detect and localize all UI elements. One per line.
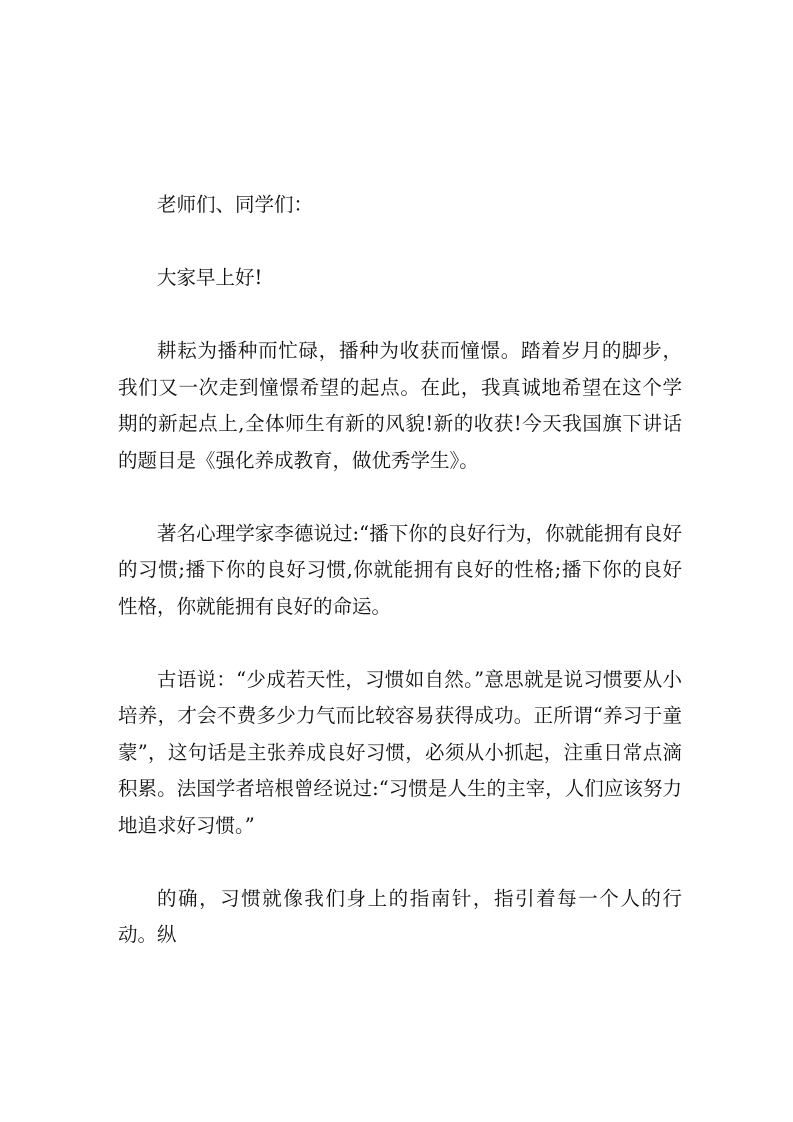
document-page — [118, 187, 682, 954]
paragraph-compass: 的确，习惯就像我们身上的指南针，指引着每一个人的行动。纵 — [118, 886, 682, 946]
spacer — [118, 297, 682, 334]
paragraph-quote-lide: 著名心理学家李德说过:“播下你的良好行为，你就能拥有良好的习惯;播下你的良好习惯,你就能拥有良好的性格;播下你的良好性格，你就能拥有良好的命运。 — [118, 521, 682, 618]
paragraph-ancient-saying: 古语说：“少成若天性，习惯如自然。”意思就是说习惯要从小培养，才会不费多少力气而比较容易获得成功。正所谓“养习于童蒙”，这句话是主张养成良好习惯，必须从小抓起，注重日常点滴积累。法国学者培根曾经说过:“习惯是人生的主宰，人们应该努力地追求好习惯。” — [118, 667, 682, 837]
paragraph-opening: 耕耘为播种而忙碌，播种为收获而憧憬。踏着岁月的脚步，我们又一次走到憧憬希望的起点。在此，我真诚地希望在这个学期的新起点上,全体师生有新的风貌!新的收获!今天我国旗下讲话的题目是《强化养成教育，做优秀学生》。 — [118, 339, 682, 472]
spacer — [118, 224, 682, 261]
greeting: 大家早上好! — [157, 266, 263, 289]
salutation: 老师们、同学们： — [157, 193, 314, 216]
spacer — [118, 625, 682, 662]
spacer — [118, 844, 682, 881]
spacer — [118, 479, 682, 516]
